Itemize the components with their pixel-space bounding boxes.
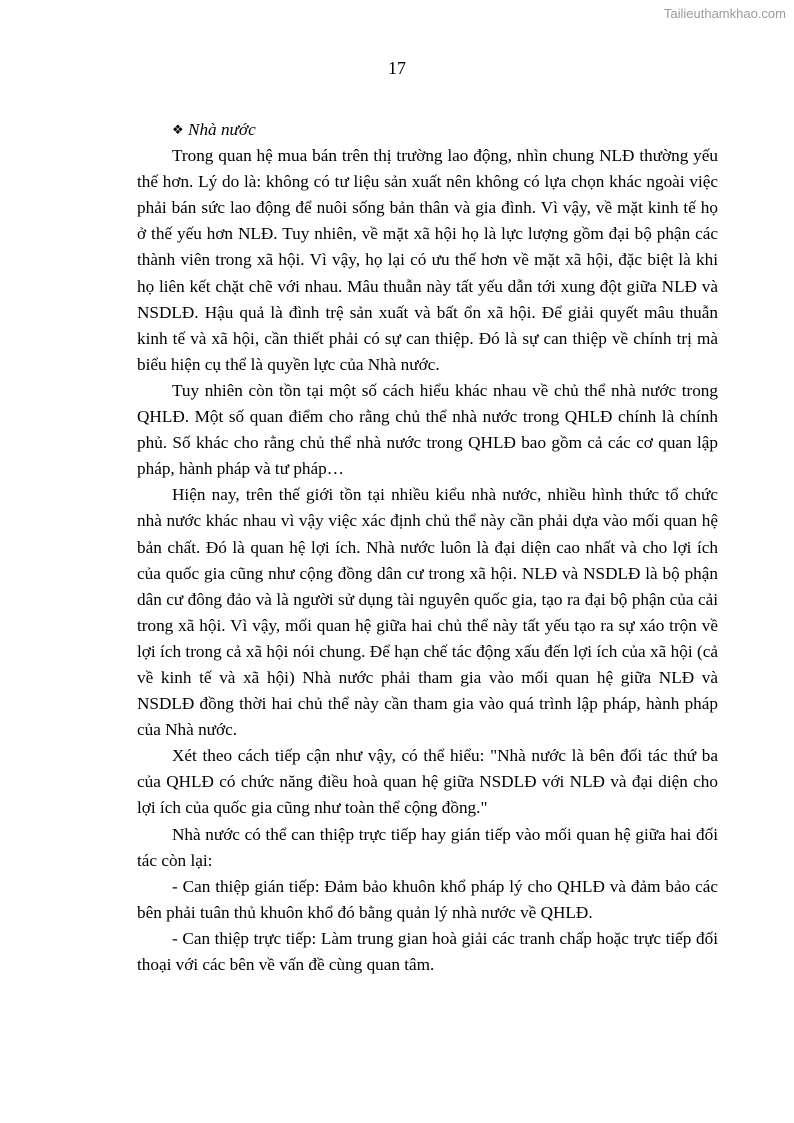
paragraph-3: Hiện nay, trên thế giới tồn tại nhiều kiểu nhà nước, nhiều hình thức tổ chức nhà nước khác nhau vì vậy việc xác định chủ thể này cần phải dựa vào mối quan hệ bản chất. Đó là quan hệ lợi ích. Nhà nước luôn là đại diện cao nhất và cho lợi ích của quốc gia cũng như cộng đồng dân cư trong xã hội. NLĐ và NSDLĐ là bộ phận dân cư đông đảo và là người sử dụng tài nguyên quốc gia, tạo ra đại bộ phận của cải trong xã hội. Vì vậy, mối quan hệ giữa hai chủ thể này tất yếu tạo ra sự xáo trộn về lợi ích trong cả xã hội nói chung. Để hạn chế tác động xấu đến lợi ích của xã hội (cả về kinh tế và xã hội) Nhà nước phải tham gia vào mối quan hệ giữa NLĐ và NSDLĐ đồng thời hai chủ thể này cần tham gia vào quá trình lập pháp, hành pháp của Nhà nước.	[137, 485, 718, 740]
page-number: 17	[388, 58, 406, 78]
list-item-indirect: - Can thiệp gián tiếp: Đảm bảo khuôn khổ pháp lý cho QHLĐ và đảm bảo các bên phải tuân thủ khuôn khổ đó bằng quản lý nhà nước về QHLĐ.	[137, 876, 718, 922]
paragraph-5: Nhà nước có thể can thiệp trực tiếp hay gián tiếp vào mối quan hệ giữa hai đối tác còn lại:	[137, 824, 718, 870]
watermark: Tailieuthamkhao.com	[663, 6, 786, 21]
diamond-bullet-icon: ❖	[172, 122, 184, 137]
list-item-direct: - Can thiệp trực tiếp: Làm trung gian hoà giải các tranh chấp hoặc trực tiếp đối thoại với các bên về vấn đề cùng quan tâm.	[137, 928, 718, 974]
paragraph-4: Xét theo cách tiếp cận như vậy, có thể hiểu: "Nhà nước là bên đối tác thứ ba của QHLĐ có chức năng điều hoà quan hệ giữa NSDLĐ với NLĐ và đại diện cho lợi ích của quốc gia cũng như toàn thể cộng đồng."	[137, 746, 718, 818]
paragraph-1: Trong quan hệ mua bán trên thị trường lao động, nhìn chung NLĐ thường yếu thế hơn. Lý do là: không có tư liệu sản xuất nên không có lựa chọn khác ngoài việc phải bán sức lao động để nuôi sống bản thân và gia đình. Vì vậy, về mặt kinh tế họ ở thế yếu hơn NLĐ. Tuy nhiên, về mặt xã hội họ là lực lượng gồm đại bộ phận các thành viên trong xã hội. Vì vậy, họ lại có ưu thế hơn về mặt xã hội, đặc biệt là khi họ liên kết chặt chẽ với nhau. Mâu thuẫn này tất yếu dẫn tới xung đột giữa NLĐ và NSDLĐ. Hậu quả là đình trệ sản xuất và bất ổn xã hội. Để giải quyết mâu thuẫn kinh tế và xã hội, cần thiết phải có sự can thiệp. Đó là sự can thiệp về chính trị mà biểu hiện cụ thể là quyền lực của Nhà nước.	[137, 146, 718, 374]
section-heading	[137, 117, 718, 143]
document-body	[137, 117, 718, 978]
section-heading-text: Nhà nước	[188, 120, 256, 139]
paragraph-2: Tuy nhiên còn tồn tại một số cách hiểu khác nhau về chủ thể nhà nước trong QHLĐ. Một số quan điểm cho rằng chủ thể nhà nước trong QHLĐ chính là chính phủ. Số khác cho rằng chủ thể nhà nước trong QHLĐ bao gồm cả các cơ quan lập pháp, hành pháp và tư pháp…	[137, 380, 718, 479]
